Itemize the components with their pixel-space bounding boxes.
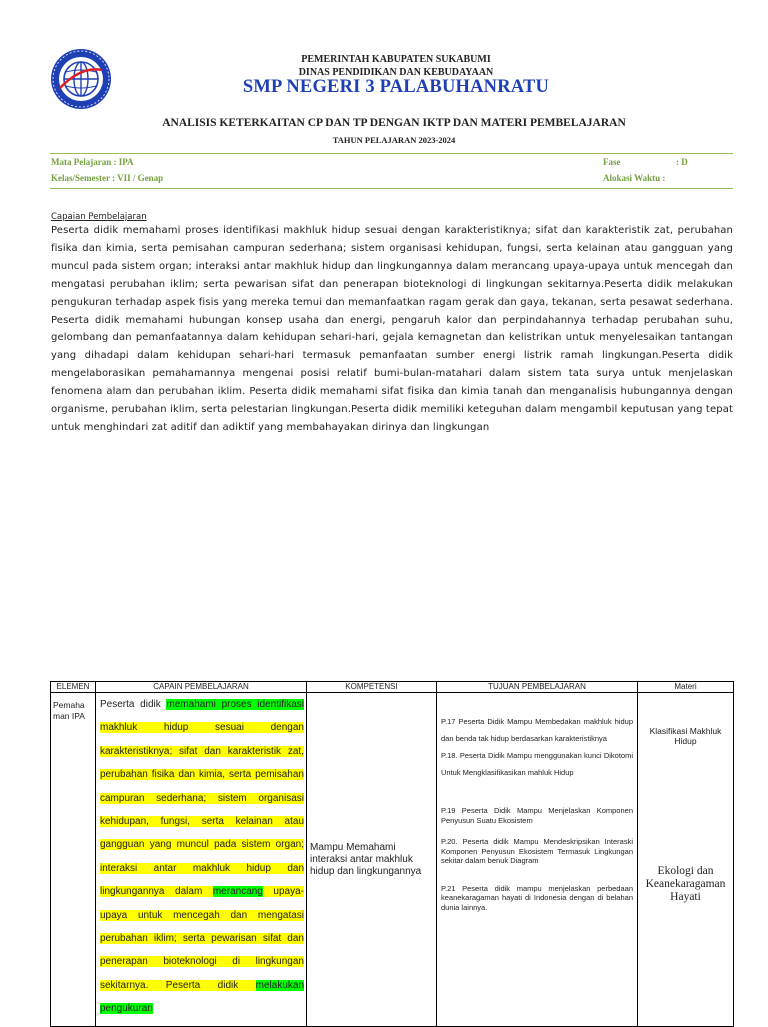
capaian-cell [96, 693, 307, 1027]
highlight-yellow: makhluk hidup sesuai dengan karakteristiknya; sifat dan karakteristik zat, perubahan fisika dan kimia, serta pemisahan campuran sederhana; sistem organisasi kehidupan, fungsi, serta kelainan atau gangguan yang muncul pada sistem organ; interaksi antar makhluk hidup dan lingkungannya dalam [100, 722, 304, 898]
analysis-table [50, 681, 734, 1027]
header-tujuan: TUJUAN PEMBELAJARAN [437, 682, 638, 693]
phase-label: Fase [603, 157, 621, 167]
header-kompetensi: KOMPETENSI [307, 682, 437, 693]
capaian-heading: Capaian Pembelajaran [51, 212, 147, 222]
header-materi: Materi [638, 682, 734, 693]
header-elemen: ELEMEN [51, 682, 96, 693]
subject-info-box [50, 153, 733, 189]
capaian-segment: Peserta didik [100, 699, 167, 710]
school-name: SMP NEGERI 3 PALABUHANRATU [242, 77, 550, 97]
materi-cell [638, 693, 734, 1027]
time-allocation-label: Alokasi Waktu : [603, 173, 666, 183]
tujuan-item: P.20. Peserta didik Mampu Mendeskripsikan Interaski Komponen Penyusun Ekosistem Termasuk Lingkungan sekitar dalam benuk Diagram [441, 837, 633, 865]
elemen-cell: Pemaha man IPA [51, 693, 96, 1027]
academic-year: TAHUN PELAJARAN 2023-2024 [332, 135, 456, 145]
highlight-yellow: upaya-upaya untuk mencegah dan mengatasi perubahan iklim; serta pewarisan sifat dan penerapan bioteknologi di lingkungan sekitarnya. Peserta didik [100, 886, 305, 991]
kompetensi-cell: Mampu Memahami interaksi antar makhluk hidup dan lingkungannya [307, 693, 437, 1027]
department-name: DINAS PENDIDIKAN DAN KEBUDAYAAN [298, 67, 494, 78]
materi-item: Ekologi dan Keanekaragaman Hayati [645, 865, 726, 903]
tujuan-item: P.21 Peserta didik mampu menjelaskan perbedaan keanekaragaman hayati di Indonesia dengan di belahan dunia lainnya. [441, 883, 633, 912]
government-name: PEMERINTAH KABUPATEN SUKABUMI [301, 54, 491, 65]
document-title: ANALISIS KETERKAITAN CP DAN TP DENGAN IKTP DAN MATERI PEMBELAJARAN [162, 117, 626, 129]
subject-label: Mata Pelajaran : IPA [51, 157, 134, 167]
highlight-green: melakukan pengukuran [100, 979, 304, 1015]
highlight-green: merancang [212, 886, 263, 898]
tujuan-cell [437, 693, 638, 1027]
materi-item: Klasifikasi Makhluk Hidup [649, 726, 722, 746]
table-row [51, 693, 734, 1027]
phase-value: : D [676, 157, 688, 167]
capaian-paragraph: Peserta didik memahami proses identifikasi makhluk hidup sesuai dengan karakteristiknya; sifat dan karakteristik zat, perubahan fisika dan kimia, serta pemisahan campuran sederhana; sistem organisasi kehidupan, fungsi, serta kelainan atau gangguan yang muncul pada sistem organ; interaksi antar makhluk hidup dan lingkungannya dalam merancang upaya-upaya untuk mencegah dan mengatasi perubahan iklim; serta pewarisan sifat dan penerapan bioteknologi di lingkungan sekitarnya.Peserta didik melakukan pengukuran terhadap aspek fisis yang mereka temui dan memanfaatkan ragam gerak dan gaya, tekanan, serta pesawat sederhana. Peserta didik memahami hubungan konsep usaha dan energi, pengaruh kalor dan perpindahannya terhadap perubahan suhu, gelombang dan pemanfaatannya dalam kehidupan sehari-hari, gejala kemagnetan dan kelistrikan untuk menyelesaikan tantangan yang dihadapi dalam kehidupan sehari-hari termasuk pemanfaatan sumber energi listrik ramah lingkungan.Peserta didik mengelaborasikan pemahamannya mengenai posisi relatif bumi-bulan-matahari dalam sistem tata surya untuk menjelaskan fenomena alam dan perubahan iklim. Peserta didik memahami sifat fisika dan kimia tanah dan menganalisis hubungannya dengan organisme, perubahan iklim, serta pelestarian lingkungan.Peserta didik memiliki keteguhan dalam mengambil keputusan yang tepat untuk menghindari zat aditif dan adiktif yang membahayakan dirinya dan lingkungan [51, 225, 733, 433]
class-semester-label: Kelas/Semester : VII / Genap [51, 173, 164, 183]
highlight-green: memahami proses identifikasi [166, 699, 304, 710]
header-capaian: CAPAIN PEMBELAJARAN [96, 682, 307, 693]
tujuan-item: P.17 Peserta Didik Mampu Membedakan makhluk hidup dan benda tak hidup berdasarkan karakteristiknya [441, 717, 633, 743]
tujuan-item: P.18. Peserta Didik Mampu menggunakan kunci Dikotomi Untuk Mengklasifikasikan mahluk Hidup [441, 751, 633, 777]
tujuan-item: P.19 Peserta Didik Mampu Menjelaskan Komponen Penyusun Suatu Ekosistem [441, 806, 633, 825]
